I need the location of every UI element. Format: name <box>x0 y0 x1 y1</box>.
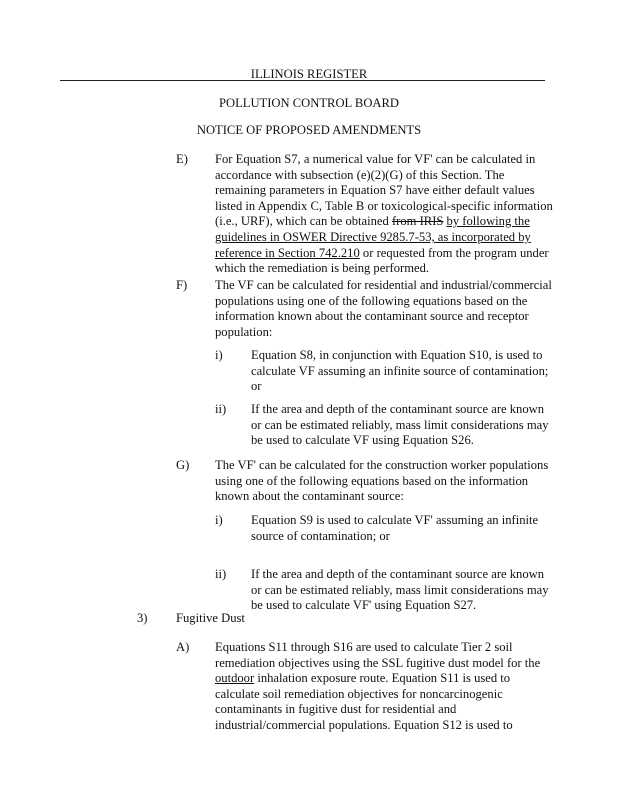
paragraph <box>251 513 538 544</box>
text-segment: remediation objectives using the SSL fugitive dust model for the <box>215 655 541 670</box>
text-line <box>251 567 549 583</box>
text-segment: Fugitive Dust <box>176 611 245 625</box>
text-segment: which the remediation is being performed. <box>215 261 430 276</box>
text-line <box>215 261 553 277</box>
item-label: ii) <box>215 402 227 416</box>
text-segment: The VF can be calculated for residential and industrial/commercial <box>215 278 552 292</box>
item-label: F) <box>176 278 188 292</box>
text-segment: population: <box>215 324 273 339</box>
text-segment: (i.e., URF), which can be obtained <box>215 214 392 229</box>
text-line <box>215 183 553 199</box>
text-segment: accordance with subsection (e)(2)(G) of this Section. The <box>215 167 505 182</box>
board-title: POLLUTION CONTROL BOARD <box>218 96 400 110</box>
paragraph <box>215 278 552 340</box>
text-segment: using one of the following equations based on the information <box>215 473 529 488</box>
text-segment: listed in Appendix C, Table B or toxicological-specific information <box>215 198 553 213</box>
text-segment: For Equation S7, a numerical value for VF' can be calculated in <box>215 152 536 166</box>
text-segment: Equation S9 is used to calculate VF' assuming an infinite <box>251 513 539 527</box>
text-segment: or requested from the program under <box>359 245 549 260</box>
text-segment: calculate soil remediation objectives for noncarcinogenic <box>215 686 503 701</box>
text-segment: If the area and depth of the contaminant source are known <box>251 402 545 416</box>
item-label: i) <box>215 513 223 527</box>
paragraph <box>215 458 548 505</box>
text-line <box>251 348 548 364</box>
text-segment: The VF' can be calculated for the construction worker populations <box>215 458 549 472</box>
text-segment: information known about the contaminant source and receptor <box>215 309 529 324</box>
header-rule <box>60 80 545 81</box>
inserted-text: guidelines in OSWER Directive 9285.7-53, as incorporated by <box>215 229 531 244</box>
text-line <box>215 656 540 672</box>
paragraph <box>215 640 540 734</box>
text-line <box>215 718 540 734</box>
register-title: ILLINOIS REGISTER <box>250 67 368 81</box>
text-segment: Equations S11 through S16 are used to calculate Tier 2 soil <box>215 640 513 654</box>
text-line <box>215 230 553 246</box>
text-segment: populations using one of the following equations based on the <box>215 293 528 308</box>
item-label: 3) <box>137 611 148 625</box>
text-line <box>251 529 538 545</box>
text-line <box>215 152 553 168</box>
text-segment: or can be estimated reliably, mass limit considerations may <box>251 582 549 597</box>
inserted-text: reference in Section 742.210 <box>215 245 360 260</box>
paragraph <box>215 152 553 277</box>
notice-title: NOTICE OF PROPOSED AMENDMENTS <box>196 123 422 137</box>
text-segment: or can be estimated reliably, mass limit considerations may <box>251 417 549 432</box>
text-line <box>251 402 549 418</box>
paragraph <box>176 611 245 627</box>
inserted-text: outdoor <box>215 671 255 686</box>
paragraph <box>251 567 549 614</box>
text-line <box>215 474 548 490</box>
text-segment: be used to calculate VF' using Equation S27. <box>251 598 477 613</box>
text-segment: industrial/commercial populations. Equation S12 is used to <box>215 717 513 732</box>
paragraph <box>251 348 548 395</box>
text-line <box>251 364 548 380</box>
text-segment: source of contamination; or <box>251 528 390 543</box>
text-line <box>215 246 553 262</box>
paragraph <box>251 402 549 449</box>
text-line <box>215 458 548 474</box>
item-label: G) <box>176 458 190 472</box>
text-line <box>251 513 538 529</box>
text-line <box>251 598 549 614</box>
text-line <box>251 379 548 395</box>
text-line <box>251 433 549 449</box>
text-line <box>215 671 540 687</box>
text-line <box>215 278 552 294</box>
text-line <box>215 489 548 505</box>
text-line <box>215 294 552 310</box>
inserted-text: by following the <box>446 214 530 229</box>
text-segment: or <box>251 379 262 394</box>
struck-text: from IRIS <box>391 214 444 229</box>
text-line <box>215 702 540 718</box>
text-line <box>215 309 552 325</box>
text-segment: contaminants in fugitive dust for residential and <box>215 702 457 717</box>
text-line <box>215 325 552 341</box>
item-label: A) <box>176 640 190 654</box>
text-line <box>176 611 245 627</box>
text-line <box>215 168 553 184</box>
item-label: ii) <box>215 567 227 581</box>
text-segment: known about the contaminant source: <box>215 489 404 504</box>
text-segment: If the area and depth of the contaminant source are known <box>251 567 545 581</box>
text-line <box>215 687 540 703</box>
text-segment: remaining parameters in Equation S7 have either default values <box>215 183 535 198</box>
item-label: E) <box>176 152 188 166</box>
text-line <box>215 199 553 215</box>
text-line <box>251 583 549 599</box>
text-segment: inhalation exposure route. Equation S11 is used to <box>254 671 511 686</box>
text-segment: calculate VF assuming an infinite source of contamination; <box>251 363 549 378</box>
text-line <box>251 418 549 434</box>
text-segment: Equation S8, in conjunction with Equation S10, is used to <box>251 348 543 362</box>
text-line <box>215 640 540 656</box>
item-label: i) <box>215 348 223 362</box>
text-line <box>215 214 553 230</box>
text-segment: be used to calculate VF using Equation S26. <box>251 433 474 448</box>
